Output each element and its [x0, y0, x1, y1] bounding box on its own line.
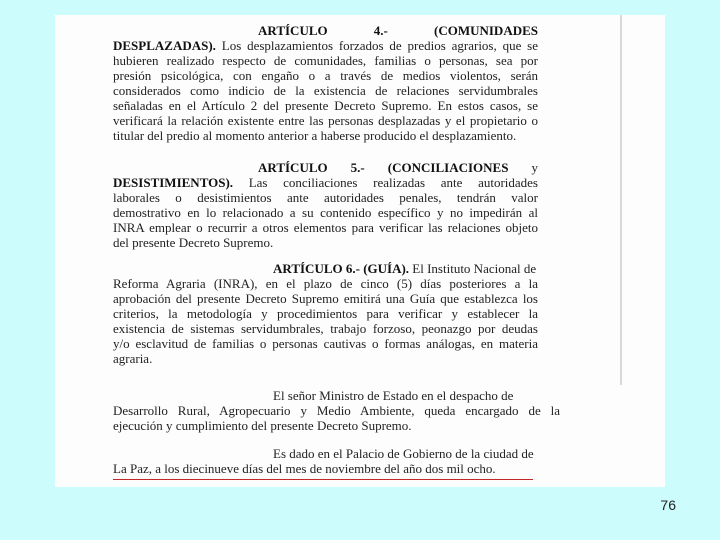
line-text: presión psicológica, con engaño o a través de medios violentos, serán [113, 68, 538, 83]
line-text: señaladas en el Artículo 2 del presente Decreto Supremo. En estos casos, se [113, 98, 538, 113]
text-line [113, 351, 538, 366]
line-text: criterios, la metodología y procedimientos para verificar y establecer la [113, 306, 538, 321]
line-text: del presente Decreto Supremo. [113, 235, 274, 250]
text-line [113, 175, 538, 190]
line-text: Las conciliaciones realizadas ante autoridades [233, 175, 538, 190]
text-line [113, 190, 538, 205]
line-text: La Paz, a los diecinueve días del mes de noviembre del año dos mil ocho. [113, 461, 496, 476]
line-text: Reforma Agraria (INRA), en el plazo de cinco (5) días posteriores a la [113, 276, 538, 291]
text-line [113, 38, 538, 53]
text-line [113, 418, 538, 433]
bold-heading: DESISTIMIENTOS). [113, 175, 234, 190]
text-line [113, 83, 538, 98]
text-line [113, 276, 538, 291]
line-text: aprobación del presente Decreto Supremo emitirá una Guía que establezca los [113, 291, 538, 306]
bold-heading: ARTÍCULO 5.- (CONCILIACIONES [258, 160, 509, 175]
line-text: existencia de sistemas servidumbrales, trabajo forzoso, peonazgo por deudas [113, 321, 538, 336]
text-line [113, 403, 560, 418]
line-text: Los desplazamientos forzados de predios agrarios, que se [215, 38, 538, 53]
line-text: y [508, 160, 538, 175]
line-text: verificará la relación existente entre las personas desplazadas y el propietario o [113, 113, 538, 128]
text-line [113, 461, 560, 476]
line-text: INRA emplear o recurrir a otros elementos para verificar las relaciones objeto [113, 220, 538, 235]
bold-heading: DESPLAZADAS). [113, 38, 216, 53]
line-text: El señor Ministro de Estado en el despacho de [273, 388, 514, 403]
article-heading-line [258, 160, 538, 175]
page-number: 76 [660, 497, 676, 513]
text-line [113, 220, 538, 235]
text-line [113, 68, 538, 83]
article-heading-line [258, 23, 538, 38]
line-text: agraria. [113, 351, 153, 366]
line-text: Desarrollo Rural, Agropecuario y Medio Ambiente, queda encargado de la [113, 403, 560, 418]
line-text: considerados como indicio de la existencia de relaciones servidumbrales [113, 83, 538, 98]
line-text: El Instituto Nacional de [409, 261, 537, 276]
line-text: ejecución y cumplimiento del presente Decreto Supremo. [113, 418, 412, 433]
bold-heading: ARTÍCULO 4.- (COMUNIDADES [258, 23, 538, 38]
bold-heading: ARTÍCULO 6.- (GUÍA). [273, 261, 410, 276]
article-heading-line [273, 261, 537, 276]
text-line [113, 291, 538, 306]
text-line [273, 446, 534, 461]
text-line [113, 205, 538, 220]
text-line [113, 128, 538, 143]
text-line [113, 53, 538, 68]
text-line [113, 306, 538, 321]
line-text: demostrativo en lo relacionado a su contenido específico y no impedirán al [113, 205, 538, 220]
text-line [113, 235, 538, 250]
red-underline [113, 479, 533, 480]
line-text: y/o esclavitud de familias o personas cautivas o formas análogas, en materia [113, 336, 538, 351]
text-line [273, 388, 531, 403]
text-line [113, 321, 538, 336]
text-line [113, 113, 538, 128]
scan-edge-line [620, 15, 622, 385]
line-text: Es dado en el Palacio de Gobierno de la ciudad de [273, 446, 534, 461]
line-text: titular del predio al momento anterior a haberse producido el desplazamiento. [113, 128, 517, 143]
text-line [113, 98, 538, 113]
text-line [113, 336, 538, 351]
line-text: hubieren realizado respecto de comunidades, familias o personas, sea por [113, 53, 538, 68]
line-text: laborales o desistimientos ante autoridades penales, tendrán valor [113, 190, 538, 205]
